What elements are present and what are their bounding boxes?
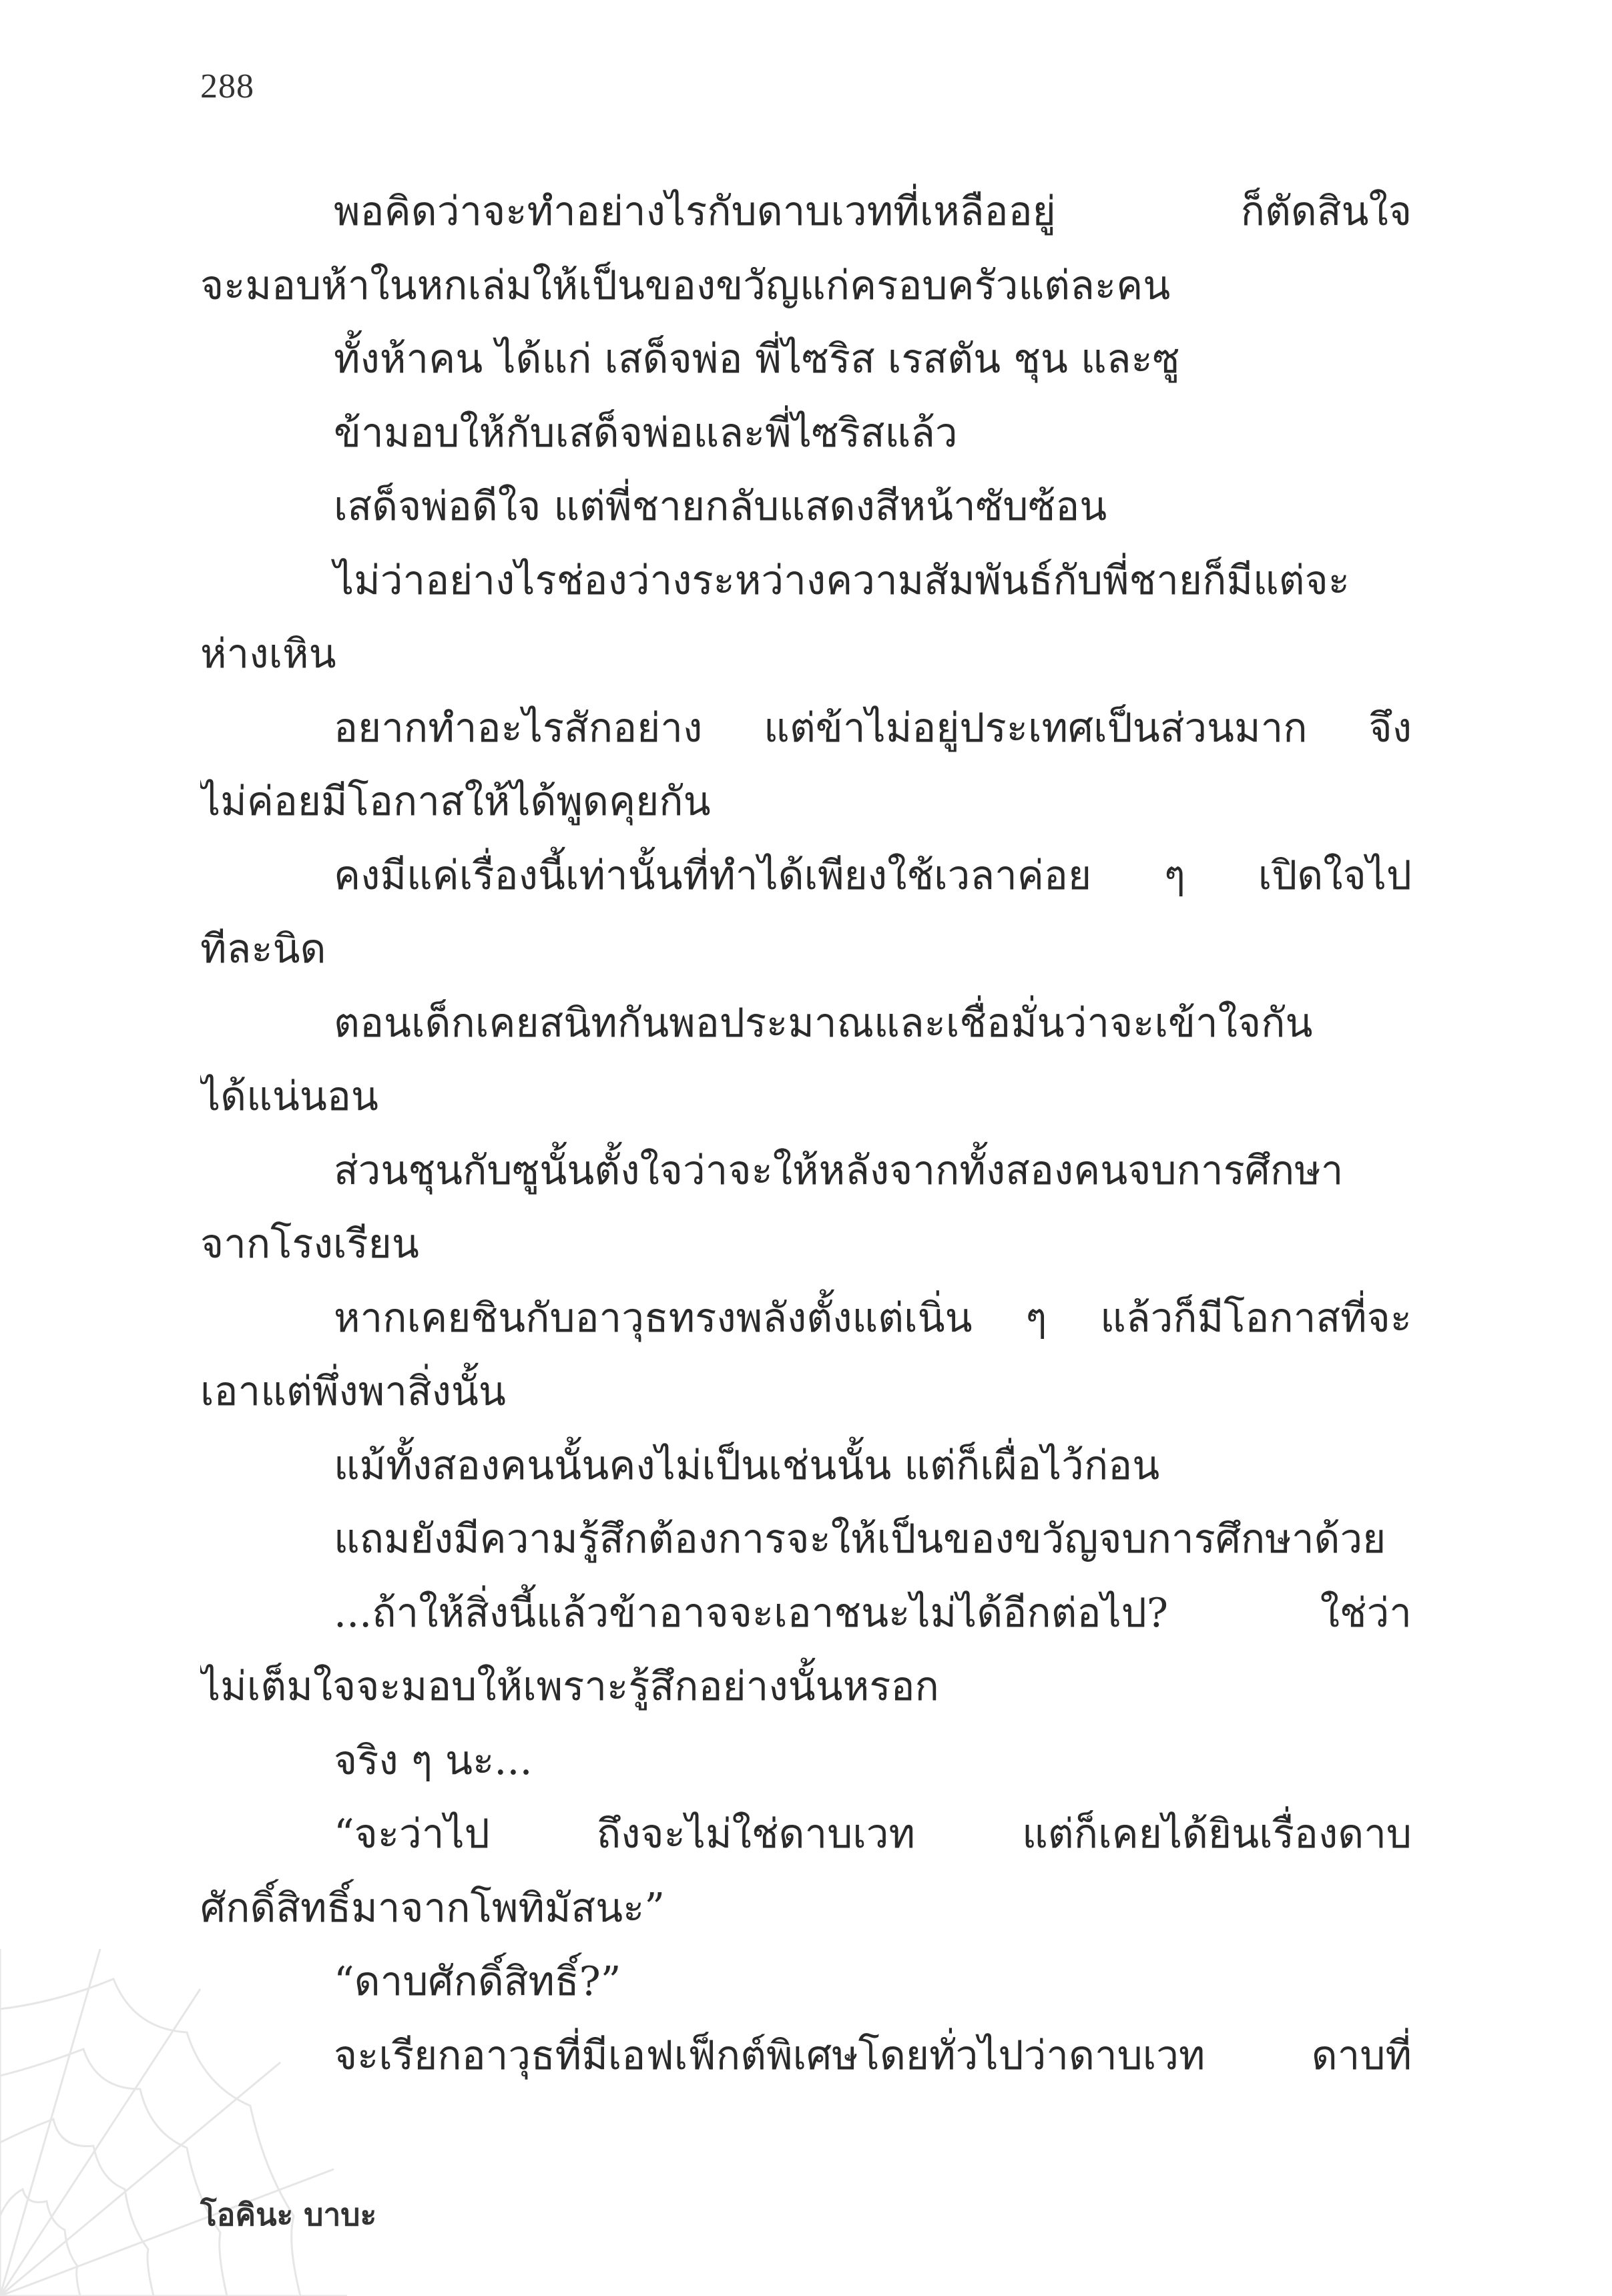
- text-line: ส่วนชุนกับซูนั้นตั้งใจว่าจะให้หลังจากทั้งสองคนจบการศึกษา: [334, 1147, 1344, 1194]
- text-line: จริง ๆ นะ...: [334, 1737, 533, 1784]
- text-line: ตอนเด็กเคยสนิทกันพอประมาณและเชื่อมั่นว่าจะเข้าใจกัน: [334, 999, 1313, 1047]
- text-line: เอาแต่พึ่งพาสิ่งนั้น: [200, 1368, 506, 1415]
- text-line: จากโรงเรียน: [200, 1221, 419, 1267]
- text-line: ได้แน่นอน: [200, 1073, 378, 1120]
- text-line: “จะว่าไป ถึงจะไม่ใช่ดาบเวท แต่ก็เคยได้ยินเรื่องดาบ: [334, 1811, 1412, 1857]
- text-line: อยากทำอะไรสักอย่าง แต่ข้าไม่อยู่ประเทศเป็นส่วนมาก จึง: [334, 704, 1412, 752]
- footer-book-title: โอคินะ บาบะ: [200, 2197, 377, 2233]
- text-line: ศักดิ์สิทธิ์มาจากโพทิมัสนะ”: [200, 1884, 665, 1932]
- text-line: ทั้งห้าคน ได้แก่ เสด็จพ่อ พี่ไซริส เรสตัน ชุน และซู: [334, 336, 1180, 382]
- text-line: หากเคยชินกับอาวุธทรงพลังตั้งแต่เนิ่น ๆ แล้วก็มีโอกาสที่จะ: [334, 1294, 1412, 1342]
- text-line: พอคิดว่าจะทำอย่างไรกับดาบเวทที่เหลืออยู่ ก็ตัดสินใจ: [334, 188, 1412, 235]
- text-line: จะเรียกอาวุธที่มีเอฟเฟ็กต์พิเศษโดยทั่วไปว่าดาบเวท ดาบที่: [334, 2032, 1412, 2079]
- text-line: ไม่ว่าอย่างไรช่องว่างระหว่างความสัมพันธ์กับพี่ชายก็มีแต่จะ: [334, 557, 1350, 604]
- text-line: ทีละนิด: [200, 926, 326, 972]
- text-line: แถมยังมีความรู้สึกต้องการจะให้เป็นของขวัญจบการศึกษาด้วย: [334, 1516, 1386, 1562]
- text-line: แม้ทั้งสองคนนั้นคงไม่เป็นเช่นนั้น แต่ก็เผื่อไว้ก่อน: [334, 1442, 1160, 1489]
- text-line: ข้ามอบให้กับเสด็จพ่อและพี่ไซริสแล้ว: [334, 409, 958, 457]
- text-line: คงมีแค่เรื่องนี้เท่านั้นที่ทำได้เพียงใช้เวลาค่อย ๆ เปิดใจไป: [334, 852, 1412, 899]
- body-text: [200, 175, 1412, 2092]
- text-line: จะมอบห้าในหกเล่มให้เป็นของขวัญแก่ครอบครัวแต่ละคน: [200, 262, 1171, 309]
- text-line: ห่างเหิน: [200, 631, 336, 677]
- page-number: 288: [200, 67, 254, 105]
- text-line: “ดาบศักดิ์สิทธิ์?”: [334, 1958, 621, 2005]
- text-line: เสด็จพ่อดีใจ แต่พี่ชายกลับแสดงสีหน้าซับซ้อน: [334, 483, 1107, 530]
- text-line: ...ถ้าให้สิ่งนี้แล้วข้าอาจจะเอาชนะไม่ได้อีกต่อไป? ใช่ว่า: [334, 1589, 1412, 1637]
- text-line: ไม่เต็มใจจะมอบให้เพราะรู้สึกอย่างนั้นหรอก: [200, 1663, 939, 1710]
- text-line: ไม่ค่อยมีโอกาสให้ได้พูดคุยกัน: [200, 778, 711, 825]
- spider-web-decoration: [0, 1949, 347, 2296]
